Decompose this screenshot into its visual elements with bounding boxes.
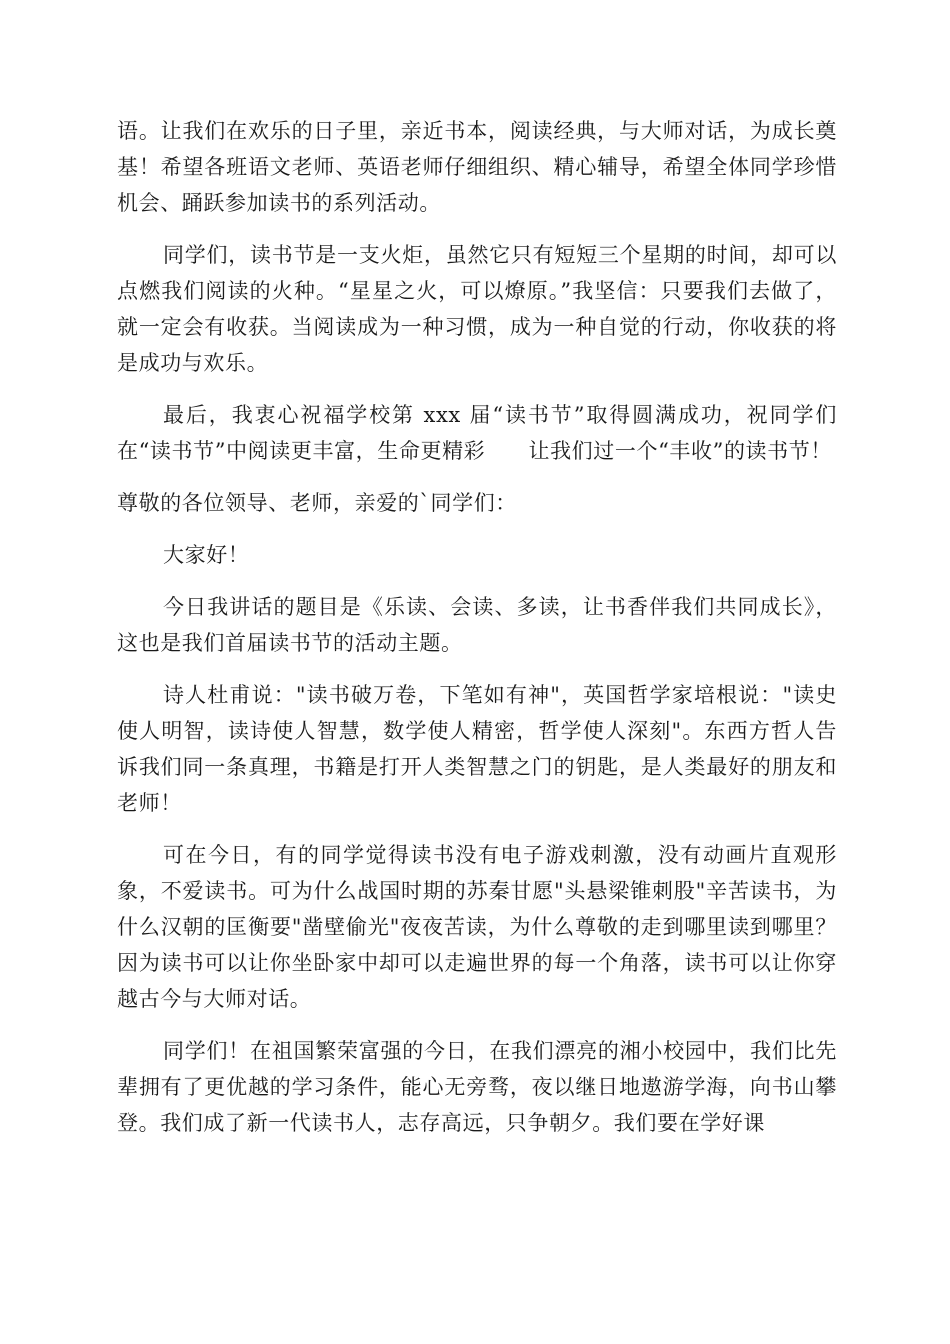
- paragraph-4: 尊敬的各位领导、老师，亲爱的`同学们：: [117, 491, 517, 515]
- paragraph-8: 可在今日，有的同学觉得读书没有电子游戏刺激，没有动画片直观形象，不爱读书。可为什么战国时期的苏秦甘愿"头悬梁锥刺股"辛苦读书，为什么汉朝的匡衡要"凿壁偷光"夜夜苦读，为什么尊敬的走到哪里读到哪里？因为读书可以让你坐卧家中却可以走遍世界的每一个角落，读书可以让你穿越古今与大师对话。: [117, 843, 837, 1011]
- paragraph-2: 同学们，读书节是一支火炬，虽然它只有短短三个星期的时间，却可以点燃我们阅读的火种。“星星之火，可以燎原。”我坚信：只要我们去做了，就一定会有收获。当阅读成为一种习惯，成为一种自觉的行动，你收获的将是成功与欢乐。: [117, 243, 837, 375]
- paragraph-5: 大家好！: [163, 543, 250, 567]
- paragraph-7: 诗人杜甫说："读书破万卷，下笔如有神"，英国哲学家培根说："读史使人明智，读诗使人智慧，数学使人精密，哲学使人深刻"。东西方哲人告诉我们同一条真理，书籍是打开人类智慧之门的钥匙，是人类最好的朋友和老师！: [117, 683, 837, 815]
- paragraph-9: 同学们！在祖国繁荣富强的今日，在我们漂亮的湘小校园中，我们比先辈拥有了更优越的学习条件，能心无旁骛，夜以继日地遨游学海，向书山攀登。我们成了新一代读书人，志存高远，只争朝夕。我们要在学好课: [117, 1039, 837, 1135]
- document-page: [117, 113, 837, 1157]
- paragraph-3: 最后，我衷心祝福学校第 xxx 届“读书节”取得圆满成功，祝同学们在“读书节”中阅读更丰富，生命更精彩 让我们过一个“丰收”的读书节！: [117, 403, 837, 463]
- paragraph-6: 今日我讲话的题目是《乐读、会读、多读，让书香伴我们共同成长》，这也是我们首届读书节的活动主题。: [117, 595, 837, 655]
- paragraph-1: 语。让我们在欢乐的日子里，亲近书本，阅读经典，与大师对话，为成长奠基！希望各班语文老师、英语老师仔细组织、精心辅导，希望全体同学珍惜机会、踊跃参加读书的系列活动。: [117, 119, 837, 215]
